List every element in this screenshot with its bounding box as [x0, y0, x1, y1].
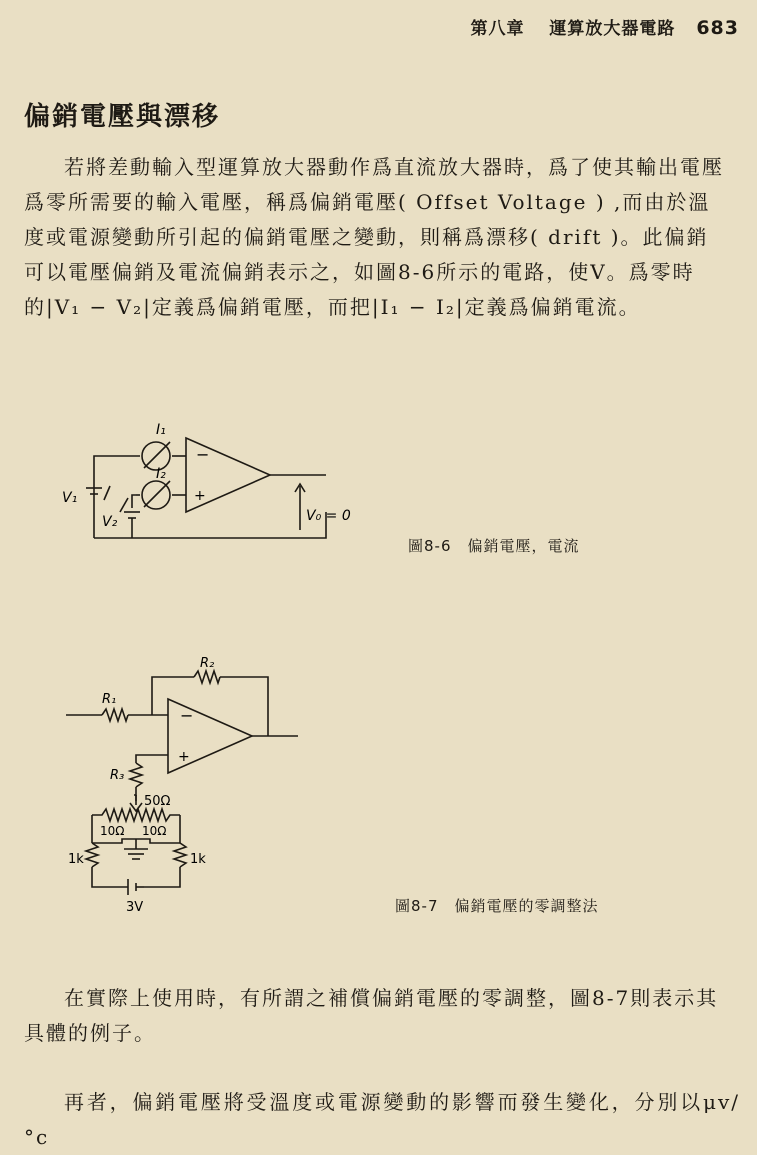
opamp-minus-sign: −: [196, 445, 210, 464]
figure-8-6-caption: 圖8-6 偏銷電壓，電流: [408, 537, 580, 555]
running-head: [470, 14, 739, 39]
label-i2: I₂: [156, 466, 166, 482]
label-r1: R₁: [102, 692, 117, 707]
label-pot: 50Ω: [144, 794, 171, 809]
text-line: 若將差動輸入型運算放大器動作爲直流放大器時，爲了使其輸出電壓: [64, 155, 724, 179]
section-title: 偏銷電壓與漂移: [24, 102, 221, 132]
figure-8-6-circuit: [62, 420, 380, 560]
opamp-minus-sign: −: [180, 706, 194, 725]
label-3v: 3V: [126, 900, 144, 915]
opamp-plus-sign: +: [194, 488, 206, 504]
resistor-r3: [130, 763, 142, 787]
paragraph-drift: [24, 1085, 740, 1155]
label-10ohm-a: 10Ω: [100, 824, 125, 838]
label-v2: V₂: [102, 514, 118, 530]
paragraph-offset-definition: [24, 150, 740, 325]
text-line: 爲零所需要的輸入電壓，稱爲偏銷電壓( Offset Voltage ) ,而由於溫: [24, 190, 711, 214]
label-vo: V₀ = 0: [306, 508, 351, 524]
text-line: 在實際上使用時，有所謂之補償偏銷電壓的零調整，圖8-7則表示其: [64, 986, 719, 1010]
text-line: 的|V₁ − V₂|定義爲偏銷電壓，而把|I₁ − I₂|定義爲偏銷電流。: [24, 295, 641, 319]
resistor-1k-left: [86, 843, 98, 867]
label-1k-right: 1k: [190, 852, 206, 867]
label-1k-left: 1k: [68, 852, 84, 867]
text-line: 具體的例子。: [24, 1021, 156, 1045]
label-i1: I₁: [156, 422, 166, 438]
label-v1: V₁: [62, 490, 78, 506]
page-number: 683: [696, 17, 739, 39]
figure-8-7-caption: 圖8-7 偏銷電壓的零調整法: [395, 897, 599, 915]
chapter-title: 運算放大器電路: [549, 19, 676, 39]
label-r2: R₂: [200, 656, 215, 671]
resistor-r1: [102, 709, 128, 721]
text-line: 再者，偏銷電壓將受溫度或電源變動的影響而發生變化，分別以μv/°c: [24, 1090, 740, 1149]
opamp-plus-sign: +: [178, 749, 190, 765]
figure-8-7-circuit: [62, 655, 302, 915]
chapter-label: 第八章: [470, 19, 525, 39]
label-r3: R₃: [110, 768, 125, 783]
label-10ohm-b: 10Ω: [142, 824, 167, 838]
paragraph-zero-adjust: [24, 981, 740, 1051]
resistor-1k-right: [174, 843, 186, 867]
text-line: 可以電壓偏銷及電流偏銷表示之，如圖8-6所示的電路，使V。爲零時: [24, 260, 695, 284]
resistor-r2: [194, 671, 220, 683]
text-line: 度或電源變動所引起的偏銷電壓之變動，則稱爲漂移( drift )。此偏銷: [24, 225, 709, 249]
